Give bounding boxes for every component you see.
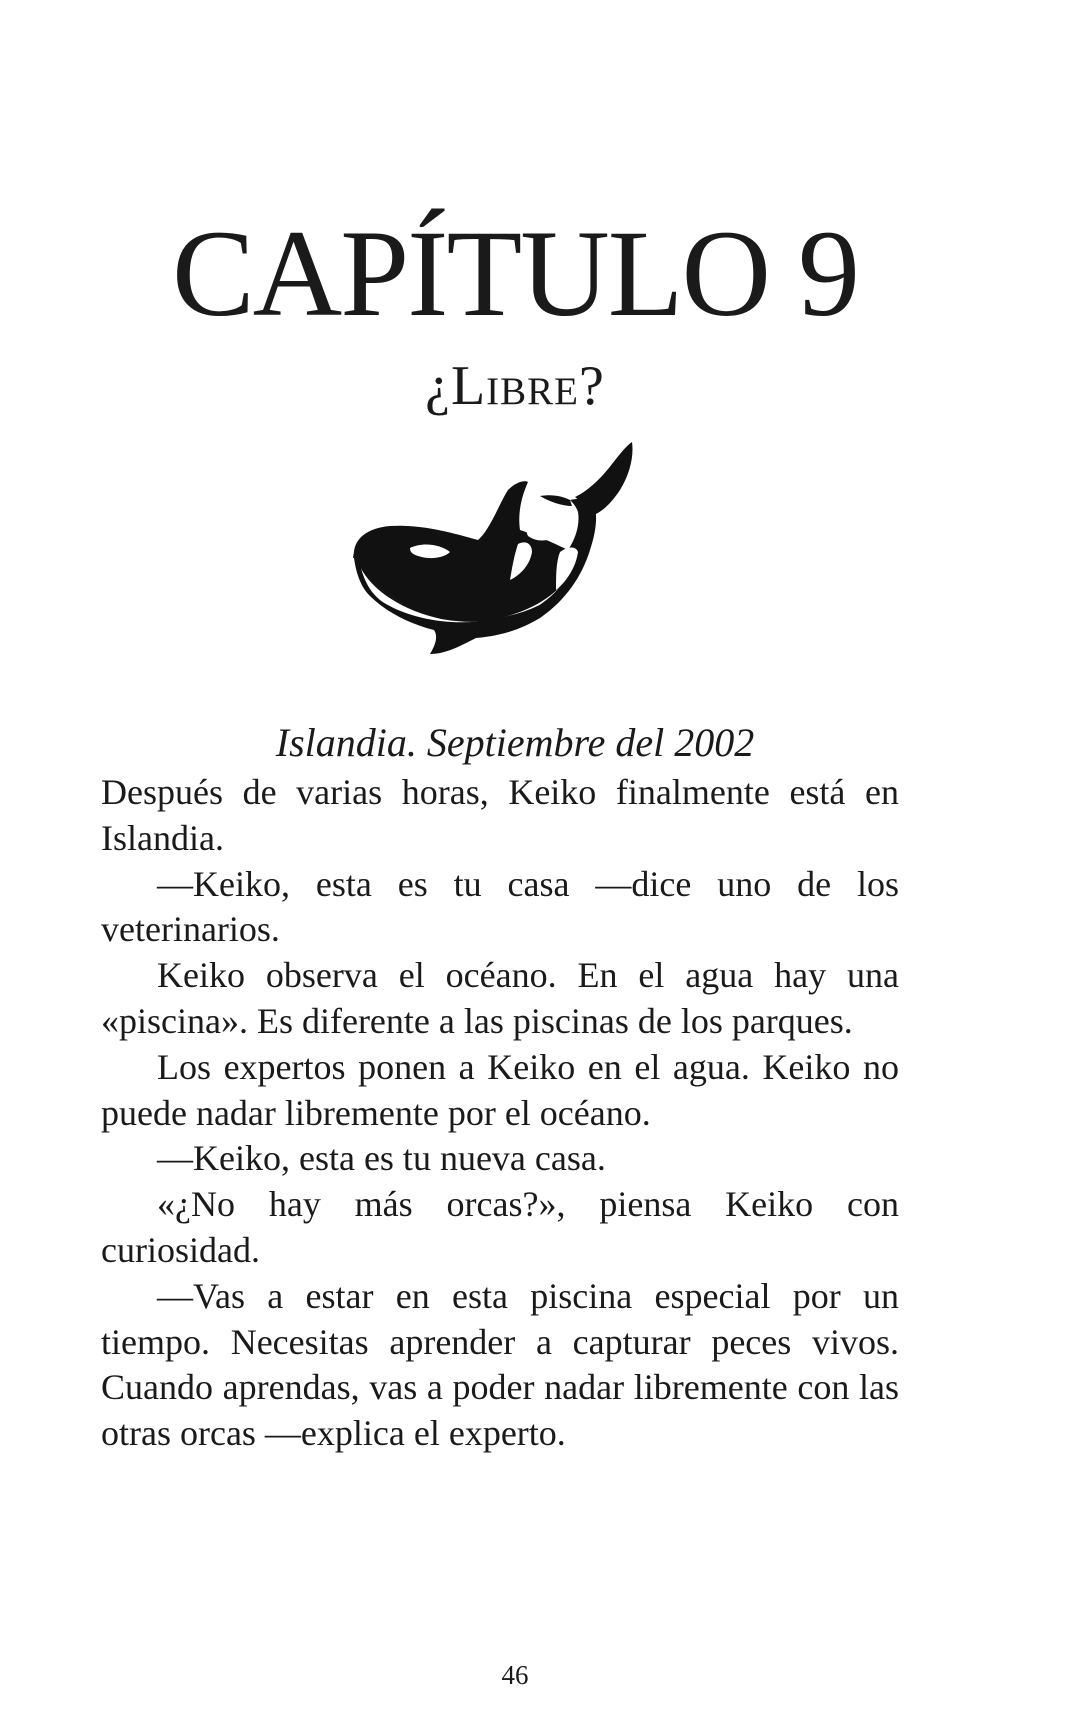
paragraph: Keiko observa el océano. En el agua hay una «piscina». Es diferente a las piscinas de los parques. — [101, 955, 899, 1041]
paragraph: «¿No hay más orcas?», piensa Keiko con curiosidad. — [101, 1184, 899, 1270]
chapter-subtitle: ¿Libre? — [425, 355, 605, 417]
orca-icon — [350, 440, 680, 705]
paragraph: —Keiko, esta es tu casa —dice uno de los veterinarios. — [101, 863, 899, 950]
paragraph: Los expertos ponen a Keiko en el agua. Keiko no puede nadar libremente por el océano. — [101, 1046, 899, 1133]
page-number: 46 — [501, 1660, 529, 1690]
paragraph: —Keiko, esta es tu nueva casa. — [157, 1138, 606, 1179]
chapter-body — [101, 770, 899, 1457]
chapter-heading: CAPÍTULO 9 — [171, 205, 859, 342]
paragraph: —Vas a estar en esta piscina especial por un tiempo. Necesitas aprender a capturar peces vivos. Cuando aprendas, vas a poder nadar libremente con las otras orcas —explica el experto. — [101, 1275, 899, 1454]
dateline: Islandia. Septiembre del 2002 — [275, 720, 755, 765]
paragraph: Después de varias horas, Keiko finalmente está en Islandia. — [101, 772, 899, 858]
